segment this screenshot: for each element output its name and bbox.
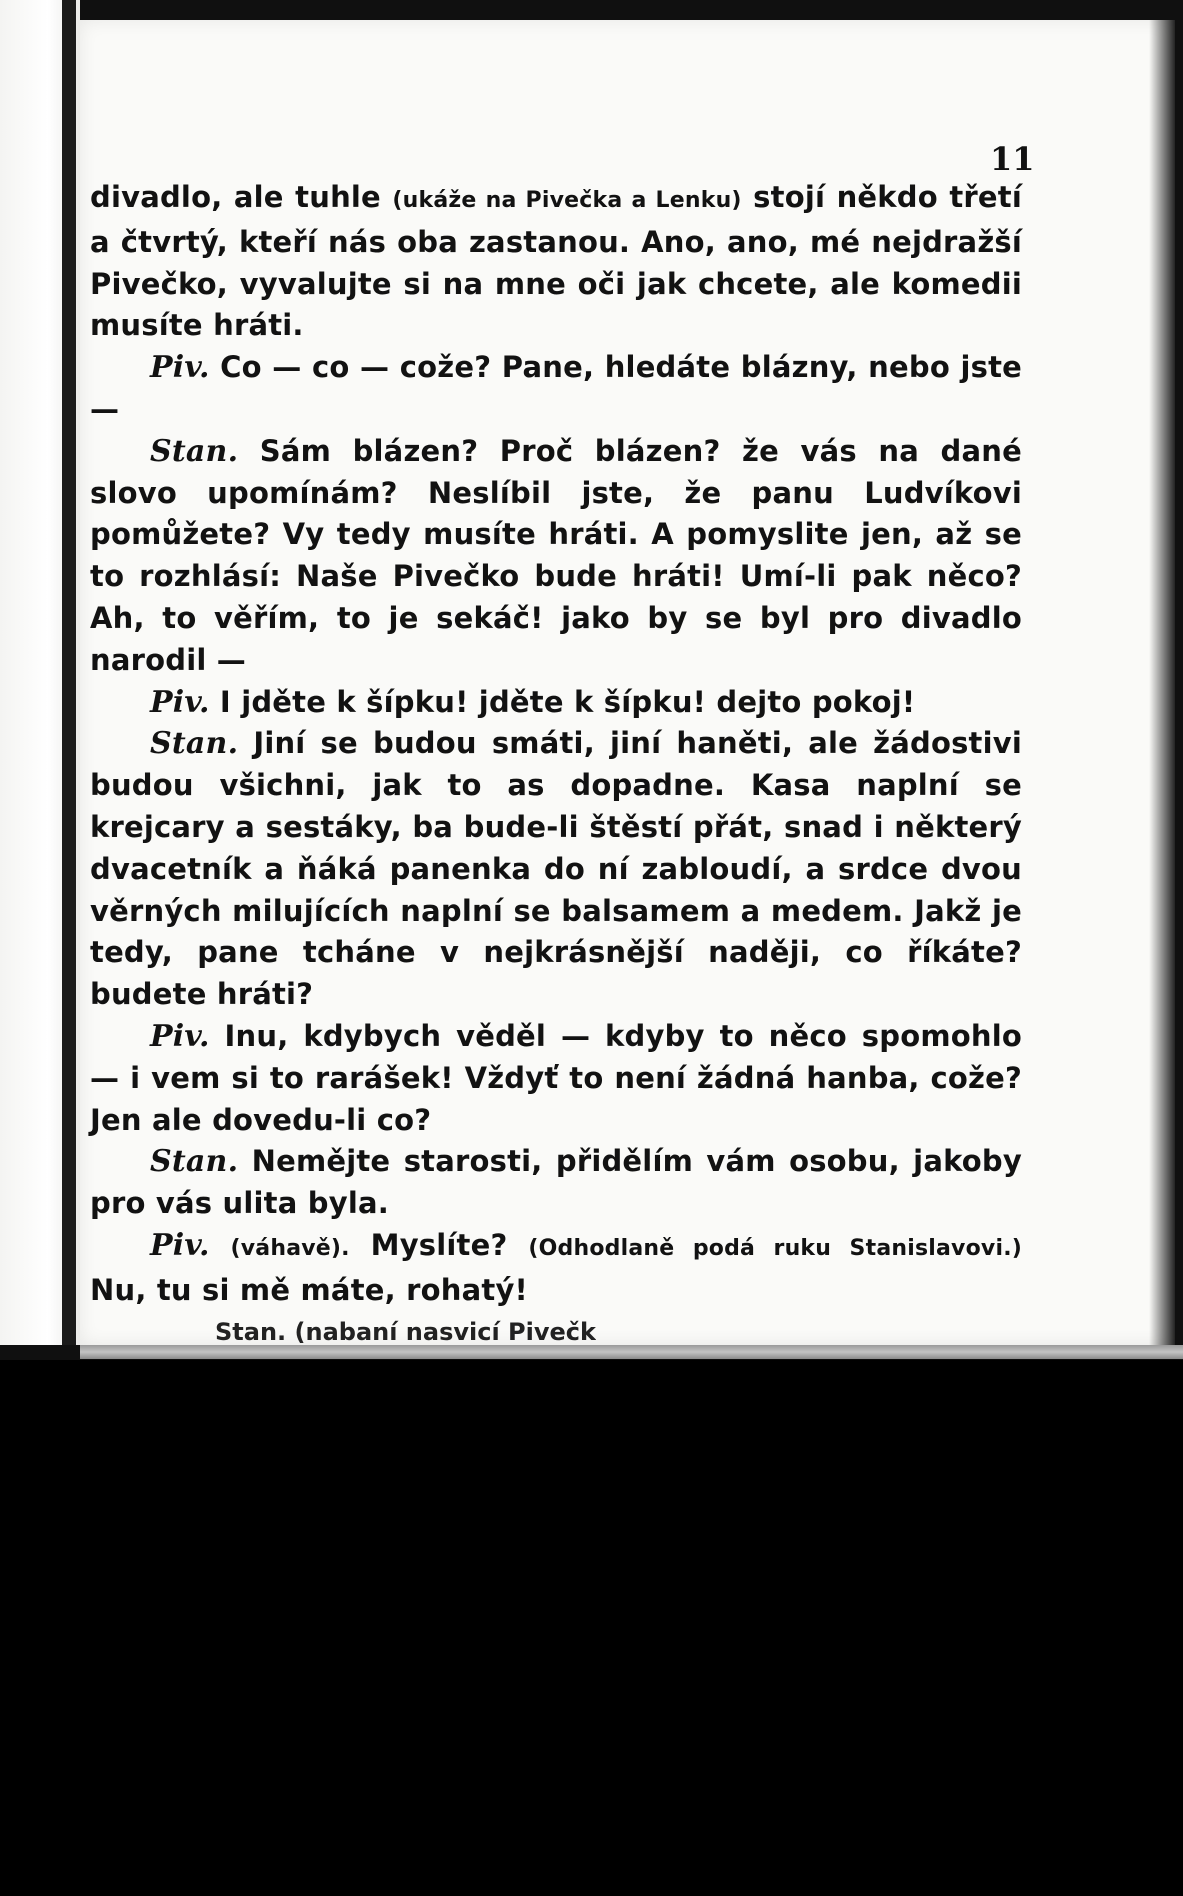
dialogue-text: Co — co — cože? Pane, hledáte blázny, nebo jste —	[90, 350, 1022, 426]
dialogue-text: Sám blázen? Proč blázen? že vás na dané slovo upomínám? Neslíbil jste, že panu Ludvíkovi pomůžete? Vy tedy musíte hráti. A pomyslite jen, až se to rozhlásí: Naše Pivečko bude hráti! Umí-li pak něco? Ah, to věřím, to je sekáč! jako by se byl pro divadlo narodil —	[90, 433, 1022, 677]
dialogue-text: Myslíte?	[349, 1227, 529, 1262]
paragraph	[90, 347, 1022, 431]
cut-off-line: Stan. (nabaní nasvicí Pivečk	[215, 1318, 596, 1345]
paragraph	[90, 1016, 1022, 1141]
stage-direction: (ukáže na Pivečka a Lenku)	[392, 188, 742, 213]
stage-direction: (Odhodlaně podá ruku Stanislavovi.)	[528, 1235, 1023, 1261]
scan-background	[0, 1360, 1183, 1896]
page-text	[90, 177, 1022, 1312]
speaker-name: Piv.	[150, 1227, 210, 1263]
book-spine-shadow	[62, 0, 76, 1345]
paragraph	[90, 431, 1022, 682]
paragraph	[90, 682, 1022, 724]
dialogue-text: Nu, tu si mě máte, rohatý!	[90, 1272, 528, 1307]
dialogue-text: stojí někdo třetí a čtvrtý, kteří nás oba zastanou. Ano, ano, mé nejdražší Pivečko, vyvalujte si na mne oči jak chcete, ale komedii musíte hráti.	[90, 180, 1022, 343]
speaker-name: Piv.	[150, 1018, 210, 1054]
paragraph	[90, 1225, 1022, 1312]
stage-direction: (váhavě).	[230, 1235, 350, 1261]
speaker-name: Piv.	[150, 684, 210, 720]
speaker-name: Piv.	[150, 350, 210, 386]
speaker-name: Stan.	[150, 433, 239, 469]
paragraph	[90, 1141, 1022, 1225]
paragraph	[90, 177, 1022, 347]
dialogue-text	[210, 1228, 231, 1262]
scan-cut-edge	[80, 1345, 1183, 1359]
dialogue-text: Nemějte starosti, přidělím vám osobu, jakoby pro vás ulita byla.	[90, 1144, 1022, 1221]
page-edge-shadow	[1149, 20, 1175, 1345]
paragraph	[90, 723, 1022, 1016]
dialogue-text: I jděte k šípku! jděte k šípku! dejto pokoj!	[209, 684, 916, 719]
dialogue-text: divadlo, ale tuhle	[90, 180, 393, 214]
speaker-name: Stan.	[150, 726, 239, 762]
dialogue-text: Inu, kdybych věděl — kdyby to něco spomohlo — i vem si to rarášek! Vždyť to není žádná hanba, cože? Jen ale dovedu-li co?	[90, 1018, 1022, 1137]
speaker-name: Stan.	[150, 1144, 239, 1180]
dialogue-text: Jiní se budou smáti, jiní haněti, ale žádostivi budou všichni, jak to as dopadne. Kasa naplní se krejcary a sestáky, ba bude-li štěstí přát, snad i některý dvacetník a ňáká panenka do ní zabloudí, a srdce dvou věrných milujících naplní se balsamem a medem. Jakž je tedy, pane tcháne v nejkrásnější naději, co říkáte? budete hráti?	[90, 726, 1022, 1012]
page-number: 11	[990, 140, 1035, 178]
